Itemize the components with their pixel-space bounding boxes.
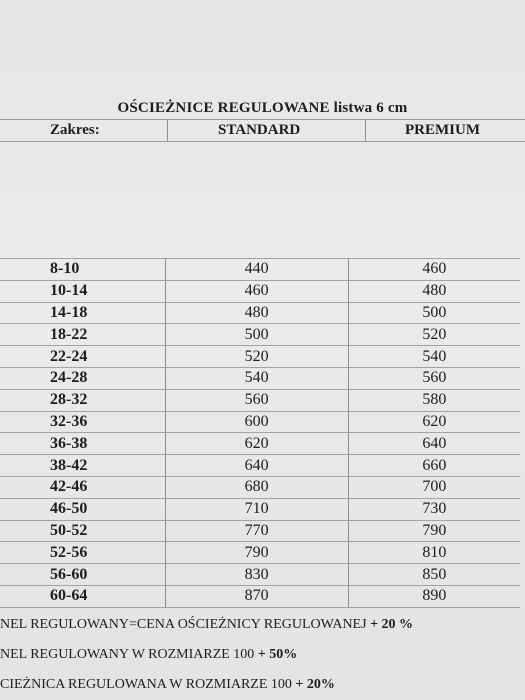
range-value: 32-36	[50, 412, 88, 430]
range-value: 22-24	[50, 347, 88, 365]
standard-price-cell: 600	[165, 411, 348, 433]
price-table	[0, 258, 520, 608]
footnote-text: CIEŻNICA REGULOWANA W ROZMIARZE 100	[0, 677, 296, 692]
range-cell	[0, 346, 165, 368]
range-value: 14-18	[50, 303, 88, 321]
footnote	[0, 677, 335, 693]
standard-price-cell: 680	[165, 476, 348, 498]
range-cell	[0, 367, 165, 389]
table-row	[0, 455, 520, 477]
header-divider	[365, 119, 366, 141]
premium-price-cell: 620	[348, 411, 520, 433]
range-value: 8-10	[50, 260, 80, 278]
range-value: 60-64	[50, 587, 88, 605]
range-cell	[0, 433, 165, 455]
premium-price-cell: 850	[348, 564, 520, 586]
header-bottom-rule	[0, 141, 525, 142]
standard-price-cell: 520	[165, 346, 348, 368]
table-row	[0, 498, 520, 520]
footnote-surcharge: + 20%	[295, 677, 335, 692]
premium-price-cell: 520	[348, 324, 520, 346]
range-cell	[0, 389, 165, 411]
range-cell	[0, 324, 165, 346]
standard-price-cell: 710	[165, 498, 348, 520]
premium-price-cell: 790	[348, 520, 520, 542]
premium-price-cell: 540	[348, 346, 520, 368]
table-row	[0, 564, 520, 586]
footnote	[0, 617, 413, 633]
table-row	[0, 542, 520, 564]
premium-price-cell: 890	[348, 585, 520, 607]
range-value: 42-46	[50, 478, 88, 496]
premium-price-cell: 480	[348, 280, 520, 302]
table-row	[0, 367, 520, 389]
footnote	[0, 647, 297, 663]
premium-price-cell: 460	[348, 259, 520, 281]
range-cell	[0, 411, 165, 433]
range-cell	[0, 542, 165, 564]
premium-price-cell: 560	[348, 367, 520, 389]
footnote-surcharge: + 20 %	[370, 617, 414, 632]
standard-price-cell: 870	[165, 585, 348, 607]
standard-price-cell: 480	[165, 302, 348, 324]
table-row	[0, 585, 520, 607]
premium-price-cell: 580	[348, 389, 520, 411]
standard-price-cell: 620	[165, 433, 348, 455]
table-row	[0, 476, 520, 498]
range-cell	[0, 585, 165, 607]
table-row	[0, 302, 520, 324]
range-value: 36-38	[50, 434, 88, 452]
range-value: 10-14	[50, 282, 88, 300]
standard-price-cell: 830	[165, 564, 348, 586]
header-top-rule	[0, 119, 525, 120]
page-title: OŚCIEŻNICE REGULOWANE listwa 6 cm	[117, 100, 408, 116]
standard-price-cell: 560	[165, 389, 348, 411]
range-cell	[0, 564, 165, 586]
table-row	[0, 346, 520, 368]
range-value: 46-50	[50, 500, 88, 518]
premium-price-cell: 810	[348, 542, 520, 564]
range-cell	[0, 280, 165, 302]
table-row	[0, 324, 520, 346]
footnote-text: NEL REGULOWANY=CENA OŚCIEŻNICY REGULOWANEJ	[0, 617, 371, 632]
standard-price-cell: 500	[165, 324, 348, 346]
range-value: 28-32	[50, 391, 88, 409]
table-row	[0, 520, 520, 542]
column-header-premium: PREMIUM	[405, 122, 480, 138]
range-value: 50-52	[50, 521, 88, 539]
standard-price-cell: 540	[165, 367, 348, 389]
standard-price-cell: 770	[165, 520, 348, 542]
range-value: 38-42	[50, 456, 88, 474]
premium-price-cell: 660	[348, 455, 520, 477]
premium-price-cell: 500	[348, 302, 520, 324]
range-value: 24-28	[50, 369, 88, 387]
standard-price-cell: 640	[165, 455, 348, 477]
range-cell	[0, 302, 165, 324]
premium-price-cell: 700	[348, 476, 520, 498]
range-cell	[0, 520, 165, 542]
table-row	[0, 389, 520, 411]
table-row	[0, 433, 520, 455]
standard-price-cell: 460	[165, 280, 348, 302]
table-row	[0, 411, 520, 433]
range-value: 52-56	[50, 543, 88, 561]
column-header-range: Zakres:	[50, 122, 100, 138]
range-cell	[0, 498, 165, 520]
range-cell	[0, 259, 165, 281]
range-cell	[0, 476, 165, 498]
range-value: 56-60	[50, 565, 88, 583]
footnote-surcharge: + 50%	[257, 647, 298, 662]
header-divider	[167, 119, 168, 141]
premium-price-cell: 730	[348, 498, 520, 520]
column-header-standard: STANDARD	[218, 122, 301, 138]
table-row	[0, 280, 520, 302]
table-row	[0, 259, 520, 281]
range-cell	[0, 455, 165, 477]
range-value: 18-22	[50, 325, 88, 343]
standard-price-cell: 440	[165, 259, 348, 281]
premium-price-cell: 640	[348, 433, 520, 455]
footnote-text: NEL REGULOWANY W ROZMIARZE 100	[0, 647, 258, 662]
standard-price-cell: 790	[165, 542, 348, 564]
